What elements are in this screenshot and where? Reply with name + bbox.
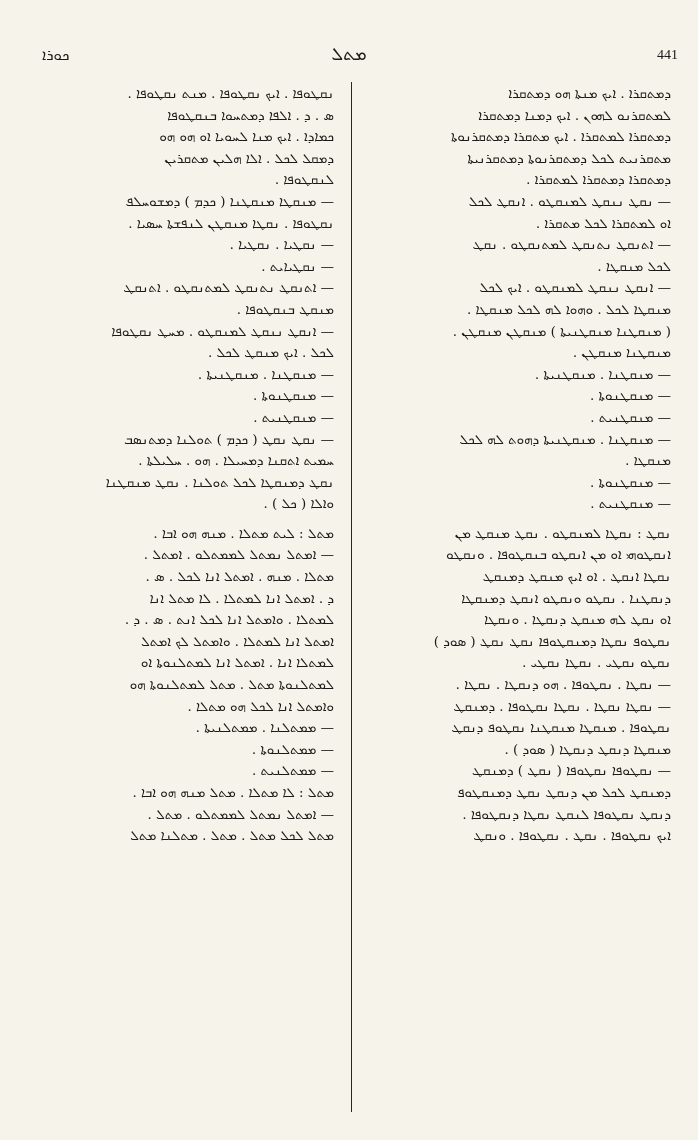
text-line: — ܡܢܩܛܢܘܬܐ .: [590, 389, 671, 405]
text-line: ܕܡܢܩܛ ܠܟܠ ܡܢ ܕܢܩܛ ܢܩܛ ܕܡܢܩܛܘܦ: [457, 786, 671, 801]
running-head-center: ܡܬܠ: [331, 44, 367, 65]
right-column: [373, 84, 671, 1114]
text-line: — ܐܡܬܠ ܢܡܬܠ ܠܡܡܬܠܘ . ܐܡܬܠ .: [143, 548, 334, 564]
text-line: — ܡܢܩܛܢܐ . ܡܢܩܛܢܝܬܐ .: [197, 367, 334, 383]
entry-gap: [373, 516, 671, 524]
text-line: — ܐܢܩܛ ܢܢܩܛ ܠܡܢܩܛܘ . ܡܚܛ ܢܩܛܘܦܐ: [111, 324, 334, 340]
text-line: ܡܬܩܪܢܝܬ ܠܟܠ ܕܡܬܩܪܢܘܬܐ ܕܡܬܩܪܢܝܬܐ: [467, 151, 671, 167]
text-line: ܕܢܩܛ ܢܩܛܘܦܐ ܠܢܩܛ ܢܩܛܐ ܕܢܩܛܘܦܐ .: [462, 807, 671, 823]
text-line: ܕܡܬܩܪܐ . ܐܝܟ ܡܢܬܐ ܗܘ ܕܡܬܩܪܐ: [508, 87, 671, 102]
text-line: ܡܢܩܛܐ ܠܟܠ . ܘܗܘܐ ܠܗ ܠܟܠ ܡܢܩܛܐ .: [466, 302, 671, 318]
text-line: — ܡܡܬܠܢܐ . ܡܡܬܠܢܝܬܐ .: [195, 721, 334, 737]
text-line: ܢܩܛܘܦܐ . ܢܩܛܐ ܡܢܩܛܢ ܠܢܦܫܬܐ ܚܣܝܐ .: [128, 216, 334, 232]
text-line: ܡܢܩܛܐ .: [625, 454, 671, 470]
text-line: — ܢܩܛܝܐܝܬ .: [261, 259, 334, 275]
text-line: ܢܩܛ ܕܡܢܩܛܐ ܠܟܠ ܬܘܠܢܐ . ܢܩܛ ܡܢܩܛܢܐ: [105, 475, 334, 491]
text-line: ܡܢܩܛܐ ܕܢܩܛ ܕܢܩܛܐ ( ܣܘܕ ) .: [504, 742, 671, 758]
text-line: — ܡܢܩܛܢܘܬܐ .: [590, 475, 671, 491]
text-line: ܐܢܩܛܘܗܝ ܐܘ ܡܢ ܐܢܩܛܘ ܒܢܩܛܘܦܐ . ܘܢܩܛܘ: [446, 548, 671, 564]
text-line: ܢܩܛ : ܢܩܛܐ ܠܡܢܩܛܘ . ܢܩܛ ܡܢܩܛ ܡܢ: [454, 526, 671, 542]
text-line: — ܐܡܬܠ ܢܡܬܠ ܠܡܡܬܠܘ . ܡܬܠ .: [147, 807, 334, 823]
text-line: ܢܩܛܐ ܐܢܩܛ . ܐܘ ܐܝܟ ܡܢܩܛ ܕܡܢܩܛ: [482, 570, 671, 586]
text-line: ܢܩܛܘ ܢܩܛܝ . ܢܩܛܐ ܢܩܛܝ .: [522, 656, 671, 672]
text-line: ܠܡܬܠܐ . ܘܐܡܬܠ ܐܢܐ ܠܟܠ ܐܢܬ . ܣ . ܕ .: [124, 613, 334, 629]
text-line: — ܡܢܩܛܐ ܡܢܩܛܢܐ ( ܟܕܡ ) ܕܡܫܘܚܠܦ: [125, 194, 334, 210]
text-line: — ܢܩܛܐ . ܢܩܛܘܦܐ . ܗܘ ܕܢܩܛܐ . ܢܩܛܐ .: [455, 678, 671, 694]
text-line: — ܢܩܛ ܢܩܛ ( ܟܕܡ ) ܬܘܠܢܐ ܕܡܬܢܣܒ: [124, 432, 334, 448]
text-line: ܡܢܩܛ ܒܢܩܛܘܦܐ .: [236, 302, 334, 318]
text-line: — ܡܢܩܛܢܐ . ܡܢܩܛܢܝܬܐ ܕܗܘܬ ܠܗ ܠܟܠ: [459, 432, 671, 448]
text-line: ܘܐܡܬܠ ܐܢܐ ܠܟܠ ܗܘ ܡܬܠܐ .: [187, 699, 334, 715]
text-line: — ܡܡܬܠܢܘܬܐ .: [251, 742, 334, 758]
text-line: ܡܬܠܐ . ܡܢܗ . ܐܡܬܠ ܐܢܐ ܠܟܠ . ܣ .: [145, 570, 334, 586]
text-line: ܠܢܩܛܘܦܐ .: [274, 173, 334, 189]
text-line: — ܡܢܩܛܢܝܬ .: [590, 497, 671, 513]
text-line: ܣ . ܕ . ܐܠܦܐ ܕܡܬܚܘܐ ܒܢܩܛܘܦܐ: [167, 108, 334, 124]
text-line: ܘܐܠܐ ( ܟܠ ) .: [263, 497, 334, 513]
text-line: ܠܟܠ ܡܢܩܛܐ .: [597, 259, 671, 275]
text-line: ܚܡܝܬ ܐܬܩܢܐ ܕܡܚܝܠܐ . ܗܘ . ܚܠܝܠܬܐ .: [138, 454, 334, 470]
text-line: — ܢܩܛ ܢܢܩܛ ܠܡܢܩܛܘ . ܐܢܩܛ ܠܟܠ: [468, 194, 671, 210]
left-column: [36, 84, 334, 1114]
text-line: ܐܝܟ ܢܩܛܘܦܐ . ܢܩܛ . ܢܩܛܘܦܐ . ܘܢܩܛ: [473, 829, 671, 845]
column-divider: [351, 82, 352, 1112]
page-number: 441: [657, 48, 678, 63]
text-line: — ܐܢܩܛ ܢܢܩܛ ܠܡܢܩܛܘ . ܐܝܟ ܠܟܠ: [479, 281, 671, 297]
text-line: — ܡܢܩܛܢܐ . ܡܢܩܛܢܝܬܐ .: [534, 367, 671, 383]
page-header: [20, 44, 678, 72]
text-line: ܐܡܬܠ ܐܢܐ ܠܡܬܠܐ . ܘܐܡܬܠ ܠܟ ܐܡܬܠ: [141, 634, 334, 650]
text-line: — ܡܡܬܠܢܝܬ .: [252, 764, 334, 780]
text-line: ܡܬܠ : ܠܐ ܡܬܠܐ . ܡܬܠ ܡܢܗ ܗܘ ܐܒܐ .: [132, 786, 334, 801]
text-line: — ܡܢܩܛܢܝܬ .: [253, 410, 334, 426]
text-line: ܠܡܬܩܪܢܘ ܠܗܘܢ . ܐܝܟ ܕܡܢܐ ܕܡܬܩܪܐ: [478, 108, 671, 124]
text-line: ܠܡܬܠܐ ܐܢܐ . ܐܡܬܠ ܐܢܐ ܠܡܬܠܢܘܬܐ ܐܘ: [140, 656, 334, 672]
text-line: ܕ . ܐܡܬܠ ܐܢܐ ܠܡܬܠܐ . ܠܐ ܡܬܠ ܐܢܐ: [149, 591, 334, 607]
text-line: ܢܩܛܘܦ ܢܩܛܐ ܕܡܢܩܛܘܦܐ ܢܩܛ ܢܩܛ ( ܣܘܕ ): [433, 634, 671, 650]
text-line: — ܡܢܩܛܢܝܬ .: [590, 410, 671, 426]
text-line: ܡܬܠ ܠܟܠ ܡܬܠ . ܡܬܠ . ܡܬܠܢܐ ܡܬܠ: [130, 829, 334, 845]
text-line: ܠܡܬܠܢܘܬܐ ܡܬܠ . ܡܬܠ ܠܡܬܠܢܘܬܐ ܗܘ: [129, 678, 334, 694]
text-line: — ܢܩܛܝܐ . ܢܩܛܝܐ .: [229, 238, 334, 254]
text-line: ܕܢܩܛܢܐ . ܢܩܛܘ ܘܢܩܛܘ ܐܢܩܛ ܕܡܢܩܛܐ: [461, 591, 671, 607]
text-line: ܐܘ ܢܩܛ ܠܗ ܡܢܩܛ ܕܢܩܛܐ . ܘܢܩܛܐ: [484, 613, 671, 629]
text-line: ܢܩܛܘܦܐ . ܡܢܩܛܐ ܡܢܩܛܢܐ ܢܩܛܘܦ ܕܢܩܛ: [451, 721, 671, 737]
running-head-left: ܟܘܪܐ: [42, 46, 70, 64]
text-line: — ܐܬܢܩܛ ܢܬܢܩܛ ܠܡܬܢܩܛܘ . ܢܩܛ: [472, 238, 671, 254]
text-line: — ܢܩܛܘܦܐ ܢܩܛܘܦܐ ( ܢܩܛ ) ܕܡܢܩܛ: [472, 764, 671, 780]
text-line: ܠܟܠ . ܐܝܟ ܡܢܩܛ ܠܟܠ .: [207, 346, 334, 362]
text-line: ܟܡܐܕܐ . ܐܝܟ ܡܢܐ ܠܚܘܝܐ ܐܘ ܗܘ ܗܘ: [159, 130, 334, 146]
text-line: ܡܬܠ : ܠܝܬ ܡܬܠܐ . ܡܢܗ ܗܘ ܐܒܐ .: [153, 526, 334, 542]
entry-gap: [36, 516, 334, 524]
text-line: ܕܡܬܩܪܐ ܠܡܬܩܪܐ . ܐܝܟ ܡܬܩܪܐ ܕܡܬܩܪܢܘܬܐ: [450, 130, 671, 146]
text-line: ܕܡܩܠ ܠܟܠ . ܐܠܐ ܗܠܝܢ ܡܬܩܪܝܢ: [164, 151, 334, 167]
text-line: — ܡܢܩܛܢܘܬܐ .: [253, 389, 334, 405]
text-line: — ܐܬܢܩܛ ܢܬܢܩܛ ܠܡܬܢܩܛܘ . ܐܬܢܩܛ: [123, 281, 334, 297]
text-line: ( ܡܢܩܛܢܐ ܡܢܩܛܢܝܬܐ ) ܡܢܩܛܢ ܡܢܩܛܢ .: [452, 324, 671, 340]
text-line: — ܢܩܛܐ ܢܩܛܐ . ܢܩܛܐ ܢܩܛܘܦܐ . ܕܡܢܩܛ: [453, 699, 671, 715]
text-line: ܕܡܬܩܪܐ ܕܡܬܩܪܐ ܠܡܬܩܪܐ .: [526, 173, 671, 189]
text-line: ܡܢܩܛܢܐ ܡܢܩܛܢ .: [572, 346, 671, 362]
text-line: ܢܩܛܘܦܐ . ܐܝܟ ܢܩܛܘܦܐ . ܡܢܬ ܢܩܛܘܦܐ .: [127, 87, 334, 102]
text-line: ܐܘ ܠܡܬܩܪܐ ܠܟܠ ܡܬܩܪܐ .: [535, 216, 671, 232]
